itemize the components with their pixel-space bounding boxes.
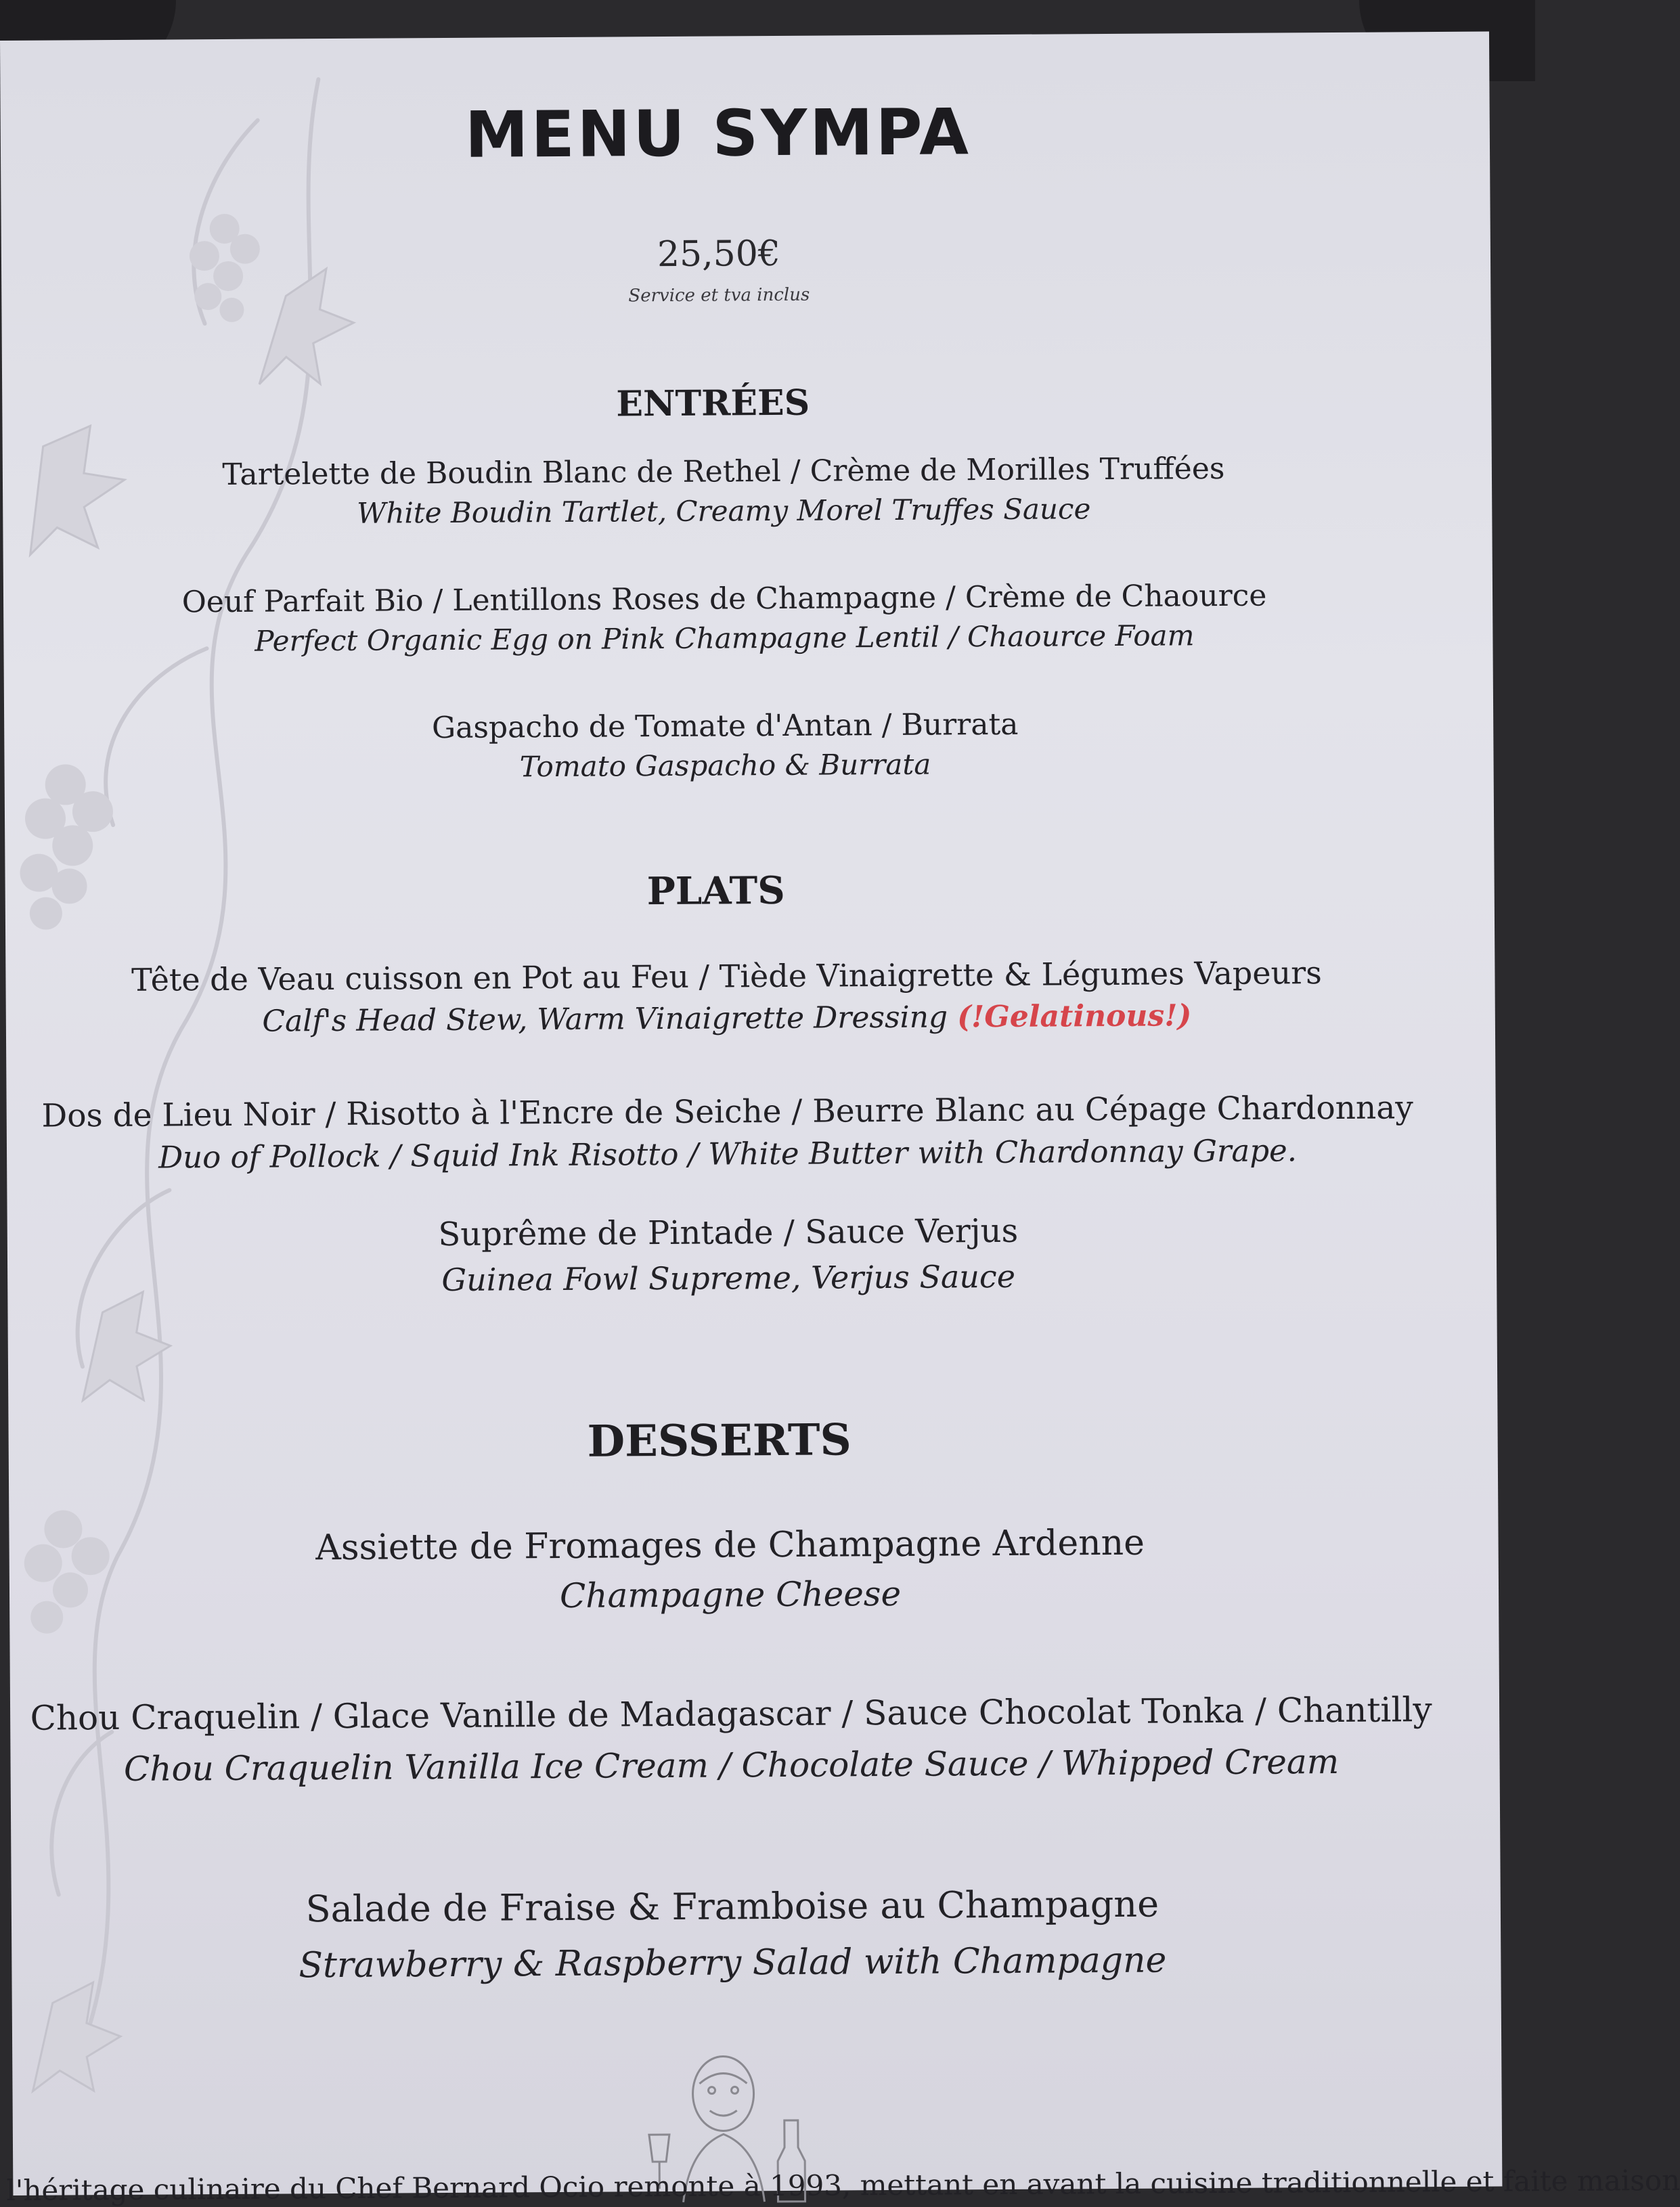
dish-english-name: Strawberry & Raspberry Salad with Champagne — [299, 1940, 1167, 1986]
dish-english-name: Calf's Head Stew, Warm Vinaigrette Dressing — [262, 1000, 948, 1039]
section-title-entrees: ENTRÉES — [616, 382, 810, 425]
dish-french-name: Tête de Veau cuisson en Pot au Feu / Tiède Vinaigrette & Légumes Vapeurs — [131, 954, 1322, 998]
menu-price: 25,50€ — [657, 233, 781, 275]
dish-english-name: Duo of Pollock / Squid Ink Risotto / White Butter with Chardonnay Grape. — [158, 1132, 1298, 1176]
dish-english-name: White Boudin Tartlet, Creamy Morel Truffes Sauce — [357, 492, 1091, 530]
footer-chef-heritage: l'héritage culinaire du Chef Bernard Ocio remonte à 1993, mettant en avant la cuisine traditionnelle et faite maison — [6, 2163, 1680, 2207]
dish-french-name: Tartelette de Boudin Blanc de Rethel / Crème de Morilles Truffées — [222, 451, 1225, 493]
menu-title: MENU SYMPA — [464, 95, 972, 173]
dish-dessert-3 — [12, 1881, 1454, 1988]
dish-french-name: Assiette de Fromages de Champagne Ardenne — [315, 1522, 1145, 1569]
dish-english-name: Champagne Cheese — [559, 1574, 902, 1615]
dish-english-name: Perfect Organic Egg on Pink Champagne Lentil / Chaource Foam — [255, 619, 1195, 658]
dish-dessert-1 — [9, 1521, 1451, 1619]
dish-french-name: Gaspacho de Tomate d'Antan / Burrata — [431, 707, 1019, 746]
dish-plat-1 — [5, 954, 1448, 1040]
dish-french-name: Suprême de Pintade / Sauce Verjus — [438, 1211, 1019, 1254]
dish-plat-3 — [7, 1209, 1450, 1301]
dish-english-name: Guinea Fowl Supreme, Verjus Sauce — [441, 1257, 1016, 1299]
section-title-desserts: DESSERTS — [587, 1414, 852, 1467]
price-note: Service et tva inclus — [628, 284, 810, 307]
dish-plat-2 — [7, 1089, 1449, 1176]
dish-entree-1 — [3, 450, 1445, 532]
gelatinous-warning: (!Gelatinous!) — [956, 998, 1192, 1035]
dish-french-name: Oeuf Parfait Bio / Lentillons Roses de Champagne / Crème de Chaource — [181, 578, 1267, 620]
menu-sheet — [0, 32, 1680, 2207]
dish-entree-3 — [4, 705, 1446, 786]
dish-french-name: Chou Craquelin / Glace Vanille de Madagascar / Sauce Chocolat Tonka / Chantilly — [30, 1690, 1432, 1738]
section-title-plats: PLATS — [646, 868, 785, 914]
dish-french-name: Salade de Fraise & Framboise au Champagne — [305, 1882, 1159, 1931]
dish-french-name: Dos de Lieu Noir / Risotto à l'Encre de Seiche / Beurre Blanc au Cépage Chardonnay — [41, 1089, 1413, 1135]
menu-content — [0, 32, 1680, 2207]
dish-dessert-2 — [10, 1690, 1453, 1789]
dish-entree-2 — [3, 577, 1446, 659]
dish-english-name: Tomato Gaspacho & Burrata — [519, 747, 931, 784]
dish-english-name: Chou Craquelin Vanilla Ice Cream / Chocolate Sauce / Whipped Cream — [123, 1741, 1340, 1789]
